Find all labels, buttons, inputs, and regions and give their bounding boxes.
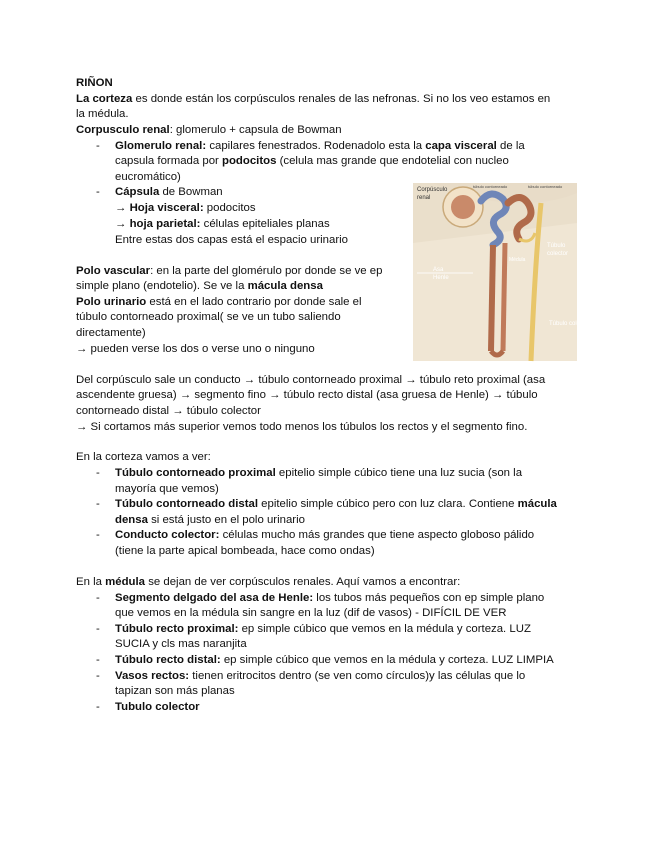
descending-limb bbox=[491, 245, 493, 351]
flow-line-1: Del corpúsculo sale un conducto → túbulo contorneado proximal → túbulo reto proximal (asa bbox=[76, 374, 546, 386]
bullet-dash: - bbox=[96, 498, 100, 510]
fig-label-corpusculo: Corpúsculo bbox=[417, 187, 448, 193]
hoja-visceral-line: → Hoja visceral: podocitos bbox=[115, 202, 256, 214]
fig-label-henle: Henle bbox=[433, 275, 449, 281]
glomerulo-line-2: capsula formada por podocitos (celula mas grande que endotelial con nucleo bbox=[115, 155, 509, 167]
tcd-line-1: Túbulo contorneado distal epitelio simple cúbico pero con luz clara. Contiene mácula bbox=[115, 498, 557, 510]
fig-label-tubulo-colector: Túbulo colector bbox=[549, 321, 591, 327]
kidney-nephron-figure bbox=[413, 183, 591, 361]
vasos-line-1: Vasos rectos: tienen eritrocitos dentro (se ven como círculos)y las células que lo bbox=[115, 670, 526, 682]
trp-line-1: Túbulo recto proximal: ep simple cúbico que vemos en la médula y corteza. LUZ bbox=[115, 623, 531, 635]
polo-urinario-line-1: Polo urinario está en el lado contrario por donde sale el bbox=[76, 296, 362, 308]
glomerulo-line-1: Glomerulo renal: capilares fenestrados. Rodenadolo esta la capa visceral de la bbox=[115, 140, 525, 152]
medulla-heading: En la médula se dejan de ver corpúsculos renales. Aquí vamos a encontrar: bbox=[76, 576, 461, 588]
bullet-dash: - bbox=[96, 140, 100, 152]
fig-label-medula: Médula bbox=[509, 257, 526, 263]
espacio-urinario-line: Entre estas dos capas está el espacio urinario bbox=[115, 234, 349, 246]
segmento-line-2: que vemos en la médula sin sangre en la luz (dif de vasos) - DIFÍCIL DE VER bbox=[115, 607, 507, 619]
cc-line-2: (tiene la parte apical bombeada, hace como ondas) bbox=[115, 545, 375, 557]
polo-urinario-line-3: directamente) bbox=[76, 327, 146, 339]
tcp-line-2: mayoría que vemos) bbox=[115, 483, 219, 495]
capsula-line: Cápsula de Bowman bbox=[115, 186, 223, 198]
bullet-dash: - bbox=[96, 654, 100, 666]
tcp-line-1: Túbulo contorneado proximal epitelio simple cúbico tiene una luz sucia (son la bbox=[115, 467, 523, 479]
ascending-limb bbox=[503, 243, 505, 351]
corpusculo-line: Corpusculo renal: glomerulo + capsula de Bowman bbox=[76, 124, 342, 136]
cc-line-1: Conducto colector: células mucho más grandes que tiene aspecto globoso pálido bbox=[115, 529, 535, 541]
doc-title: RIÑON bbox=[76, 77, 113, 89]
bullet-dash: - bbox=[96, 623, 100, 635]
trp-line-2: SUCIA y cls mas naranjita bbox=[115, 638, 247, 650]
intro-line-2: la médula. bbox=[76, 108, 129, 120]
fig-label-colector: colector bbox=[547, 251, 569, 257]
trd-line: Túbulo recto distal: ep simple cúbico que vemos en la médula y corteza. LUZ LIMPIA bbox=[115, 654, 554, 666]
glomerulus bbox=[451, 195, 475, 219]
fig-label-top-2: túbulo contorneado bbox=[528, 184, 563, 189]
fig-label-renal: renal bbox=[417, 195, 431, 201]
hoja-parietal-line: → hoja parietal: células epiteliales planas bbox=[115, 218, 330, 230]
fig-label-tubulo: Túbulo bbox=[547, 243, 566, 249]
flow-line-4: → Si cortamos más superior vemos todo menos los túbulos los rectos y el segmento fino. bbox=[76, 421, 528, 433]
bullet-dash: - bbox=[96, 467, 100, 479]
polo-urinario-line-2: túbulo contorneado proximal( se ve un tubo saliendo bbox=[76, 311, 341, 323]
flow-line-2: ascendente gruesa) → segmento fino → túbulo recto distal (asa gruesa de Henle) → túbulo bbox=[76, 389, 538, 401]
bullet-dash: - bbox=[96, 670, 100, 682]
intro-line-1: La corteza es donde están los corpúsculos renales de las nefronas. Si no los veo estamos en bbox=[76, 93, 551, 105]
bullet-dash: - bbox=[96, 701, 100, 713]
polo-urinario-line-4: → pueden verse los dos o verse uno o ninguno bbox=[76, 343, 315, 355]
flow-line-3: contorneado distal → túbulo colector bbox=[76, 405, 261, 417]
fig-label-top-1: túbulo contorneado bbox=[473, 184, 508, 189]
cortex-heading: En la corteza vamos a ver: bbox=[76, 451, 211, 463]
segmento-line-1: Segmento delgado del asa de Henle: los tubos más pequeños con ep simple plano bbox=[115, 592, 545, 604]
polo-vascular-line-2: simple plano (endotelio). Se ve la mácula densa bbox=[76, 280, 323, 292]
bullet-dash: - bbox=[96, 529, 100, 541]
fig-label-asa: Asa bbox=[433, 267, 444, 273]
bullet-dash: - bbox=[96, 186, 100, 198]
bullet-dash: - bbox=[96, 592, 100, 604]
polo-vascular-line-1: Polo vascular: en la parte del glomérulo por donde se ve ep bbox=[76, 265, 383, 277]
glomerulo-line-3: eucromático) bbox=[115, 171, 181, 183]
tcd-line-2: densa si está justo en el polo urinario bbox=[115, 514, 305, 526]
vasos-line-2: tapizan son más planas bbox=[115, 685, 235, 697]
tubulo-colector-line: Tubulo colector bbox=[115, 701, 200, 713]
